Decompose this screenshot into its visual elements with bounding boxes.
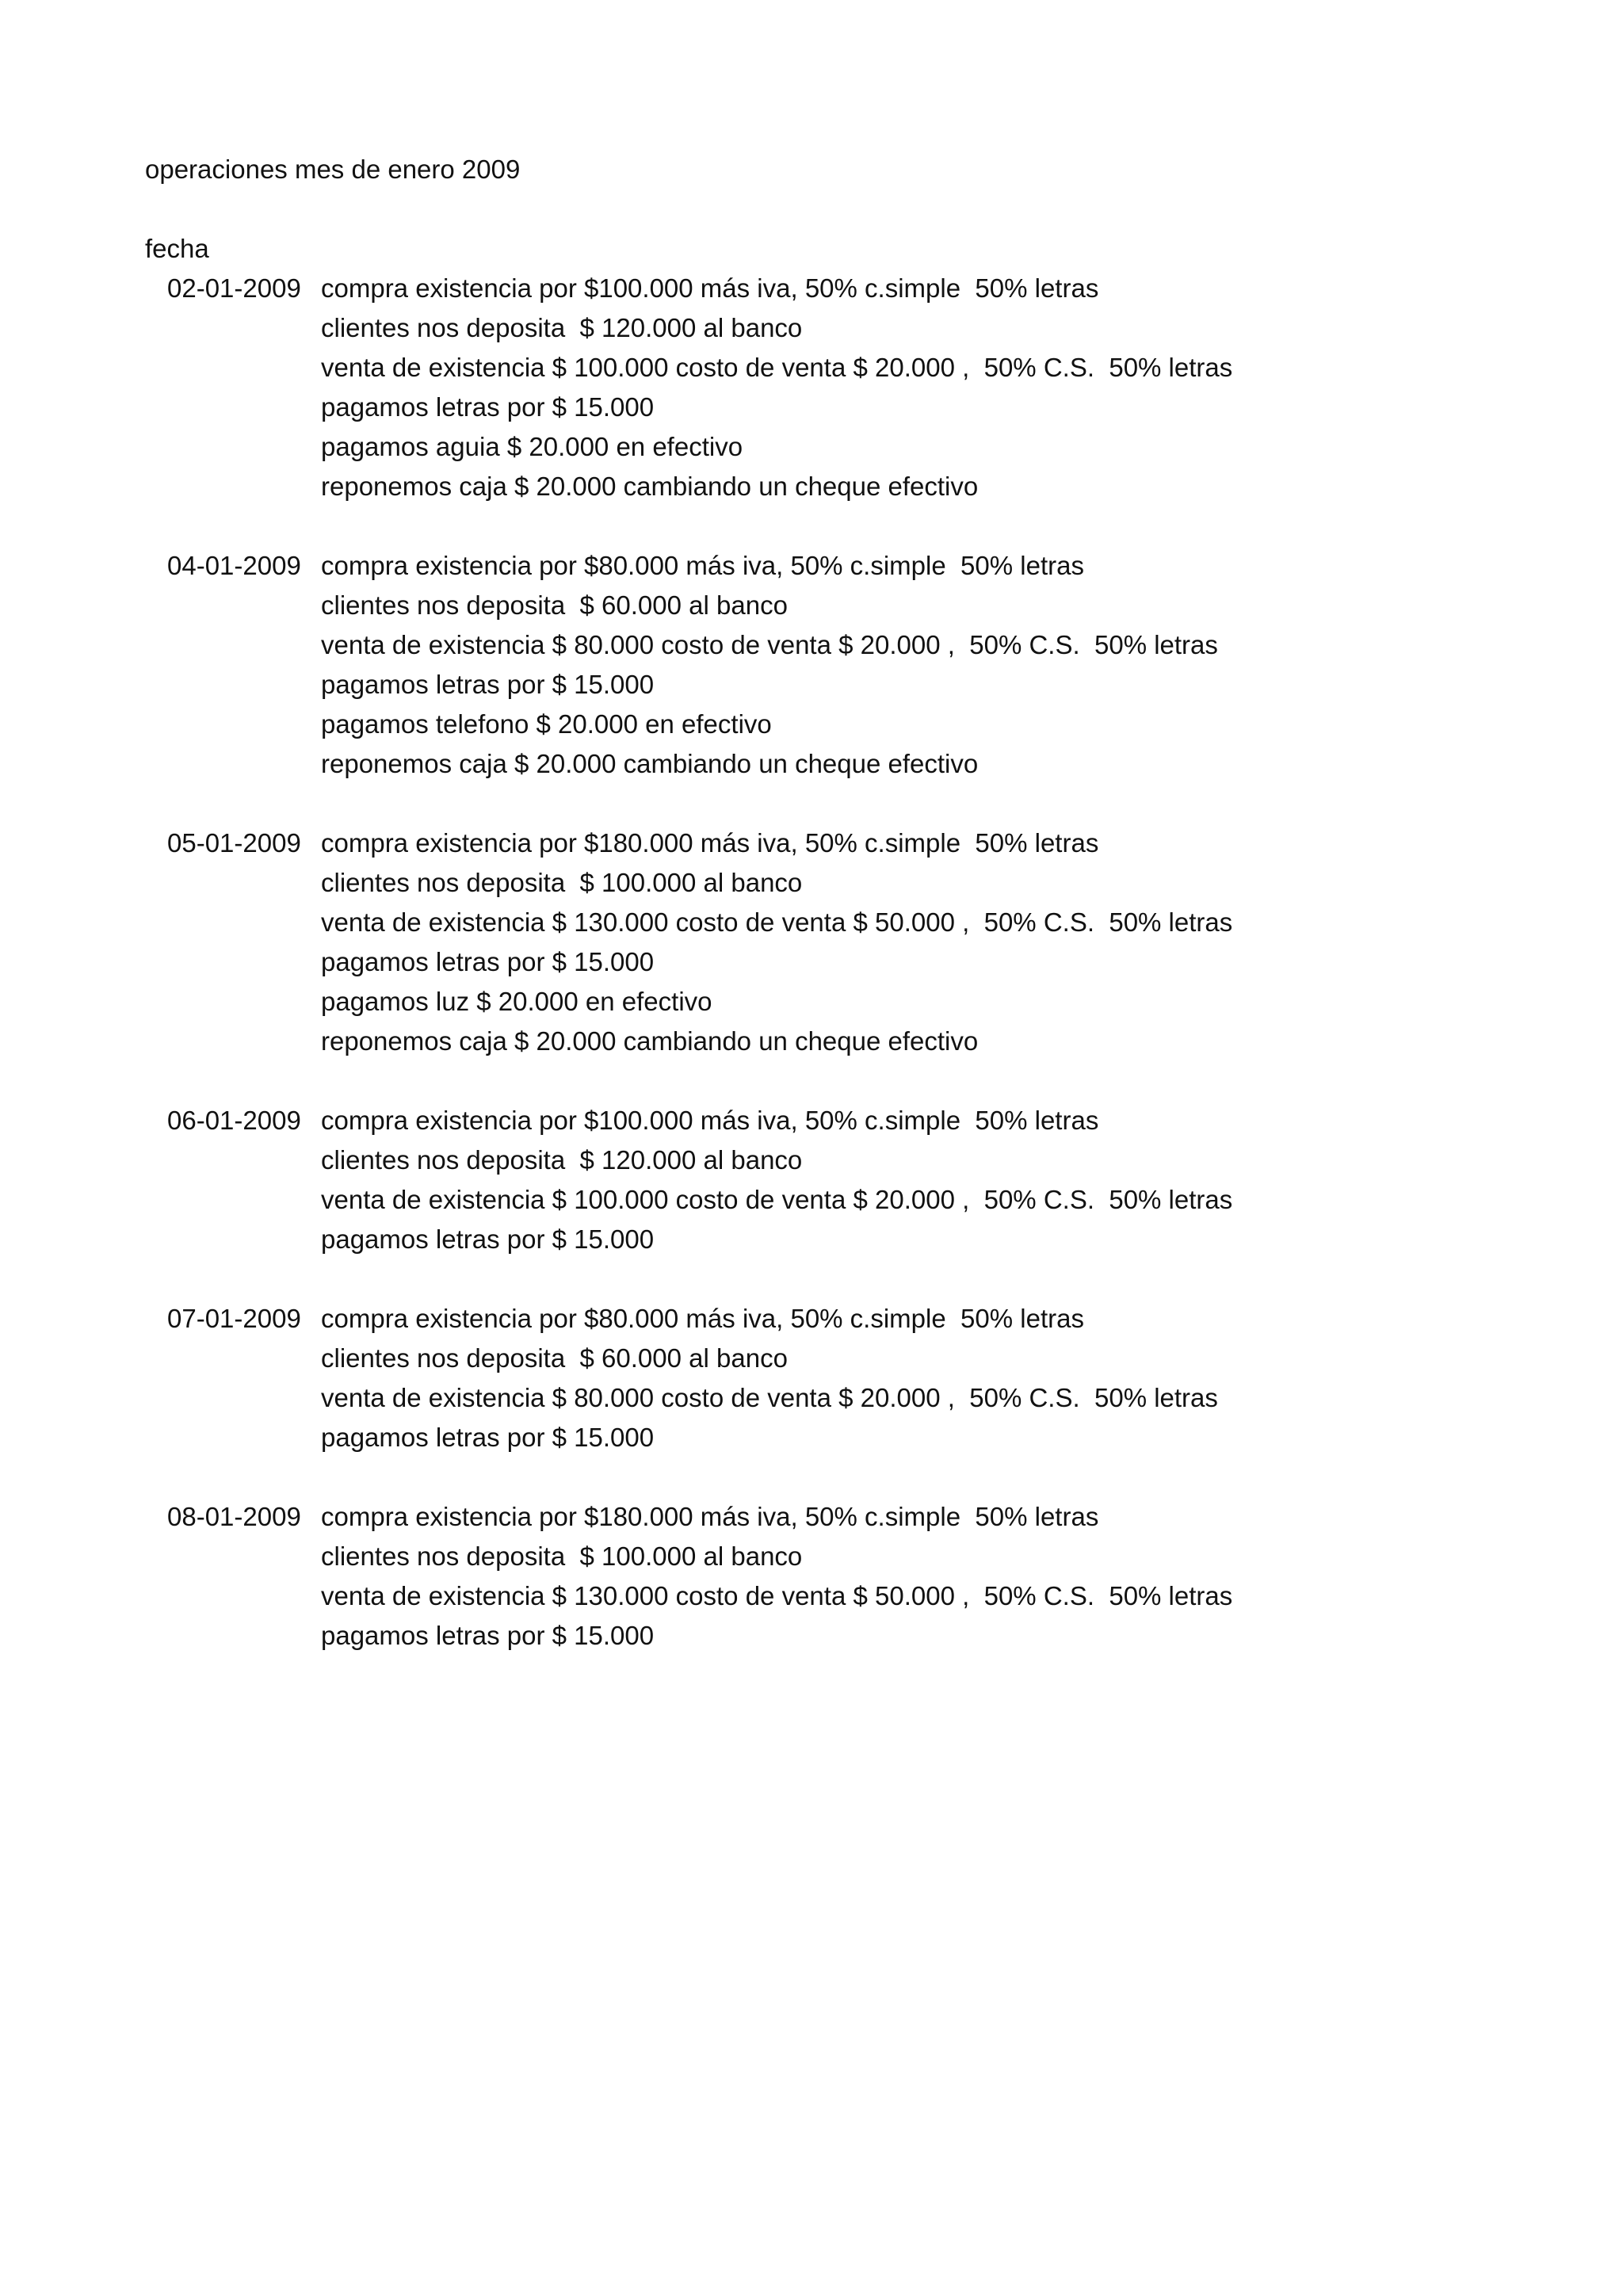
operation-line: pagamos letras por $ 15.000 (321, 947, 655, 976)
operation-date: 06-01-2009 (167, 1106, 301, 1135)
operation-line: reponemos caja $ 20.000 cambiando un cheque efectivo (321, 1026, 979, 1056)
operation-line: venta de existencia $ 80.000 costo de venta $ 20.000 , 50% C.S. 50% letras (321, 1383, 1218, 1412)
operation-line: pagamos letras por $ 15.000 (321, 1224, 655, 1254)
operation-line: pagamos luz $ 20.000 en efectivo (321, 987, 712, 1016)
operation-line: pagamos telefono $ 20.000 en efectivo (321, 709, 772, 739)
operation-line: clientes nos deposita $ 60.000 al banco (321, 590, 788, 620)
operation-date: 04-01-2009 (167, 551, 301, 580)
operation-line: clientes nos deposita $ 120.000 al banco (321, 313, 803, 342)
operation-line: pagamos letras por $ 15.000 (321, 1423, 655, 1452)
operation-date: 07-01-2009 (167, 1304, 301, 1333)
operation-line: reponemos caja $ 20.000 cambiando un cheque efectivo (321, 472, 979, 501)
day-group (0, 823, 1623, 1061)
operation-date: 08-01-2009 (167, 1502, 301, 1531)
operation-line: reponemos caja $ 20.000 cambiando un cheque efectivo (321, 749, 979, 778)
operation-line: venta de existencia $ 100.000 costo de venta $ 20.000 , 50% C.S. 50% letras (321, 1185, 1233, 1214)
operation-line: compra existencia por $80.000 más iva, 50% c.simple 50% letras (321, 551, 1084, 580)
operation-line: pagamos letras por $ 15.000 (321, 1621, 655, 1650)
operation-line: pagamos letras por $ 15.000 (321, 392, 655, 422)
operation-line: compra existencia por $180.000 más iva, 50% c.simple 50% letras (321, 828, 1099, 858)
operation-date: 05-01-2009 (167, 828, 301, 858)
day-operations (321, 1101, 1623, 1259)
operation-line: clientes nos deposita $ 120.000 al banco (321, 1145, 803, 1175)
operation-line: venta de existencia $ 100.000 costo de venta $ 20.000 , 50% C.S. 50% letras (321, 353, 1233, 382)
operation-line: clientes nos deposita $ 100.000 al banco (321, 1541, 803, 1571)
document-title: operaciones mes de enero 2009 (145, 155, 521, 184)
day-group (0, 1101, 1623, 1259)
operation-line: compra existencia por $180.000 más iva, 50% c.simple 50% letras (321, 1502, 1099, 1531)
date-column-label: fecha (145, 234, 209, 263)
day-group (0, 1497, 1623, 1656)
operation-line: clientes nos deposita $ 100.000 al banco (321, 868, 803, 897)
operations-list (0, 269, 1623, 1695)
operation-line: compra existencia por $80.000 más iva, 50% c.simple 50% letras (321, 1304, 1084, 1333)
day-group (0, 546, 1623, 784)
day-operations (321, 1299, 1623, 1457)
operation-line: venta de existencia $ 130.000 costo de venta $ 50.000 , 50% C.S. 50% letras (321, 907, 1233, 937)
operation-line: pagamos letras por $ 15.000 (321, 670, 655, 699)
operation-line: compra existencia por $100.000 más iva, 50% c.simple 50% letras (321, 1106, 1099, 1135)
operation-line: clientes nos deposita $ 60.000 al banco (321, 1343, 788, 1373)
day-group (0, 1299, 1623, 1457)
day-operations (321, 823, 1623, 1061)
operation-line: compra existencia por $100.000 más iva, 50% c.simple 50% letras (321, 273, 1099, 303)
operation-line: venta de existencia $ 80.000 costo de venta $ 20.000 , 50% C.S. 50% letras (321, 630, 1218, 659)
day-operations (321, 546, 1623, 784)
operation-line: venta de existencia $ 130.000 costo de venta $ 50.000 , 50% C.S. 50% letras (321, 1581, 1233, 1610)
day-operations (321, 1497, 1623, 1656)
operation-line: pagamos aguia $ 20.000 en efectivo (321, 432, 743, 461)
day-operations (321, 269, 1623, 506)
operation-date: 02-01-2009 (167, 273, 301, 303)
day-group (0, 269, 1623, 506)
